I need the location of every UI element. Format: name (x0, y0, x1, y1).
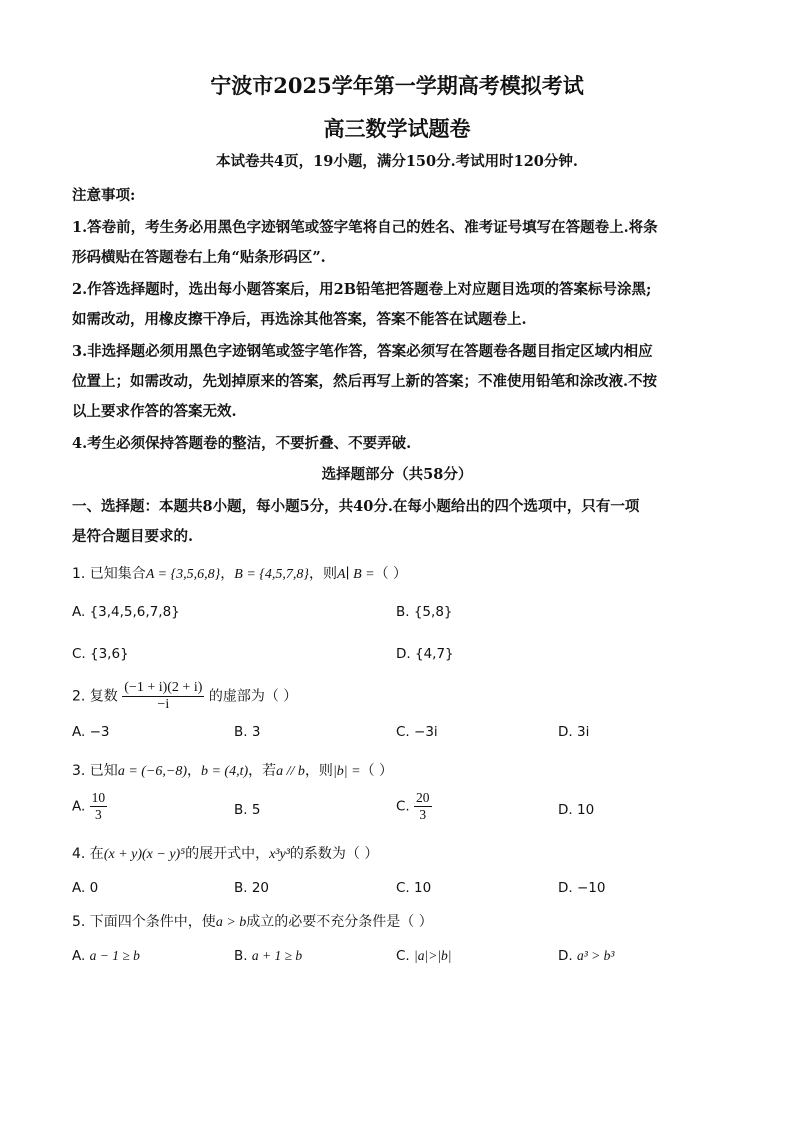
q2-option-d: D. 3i (558, 724, 590, 740)
q4-option-d: D. −10 (558, 880, 606, 896)
q5-option-b-label: B. (234, 948, 248, 964)
q2-suffix: 的虚部为（ ） (208, 688, 298, 705)
q2-option-b: B. 3 (234, 724, 261, 740)
q3-option-a-fraction (90, 790, 108, 823)
q3-option-a (72, 790, 107, 823)
q3-option-c (396, 790, 432, 823)
note-1-line-1: 1.答卷前，考生务必用黑色字迹钢笔或签字笔将自己的姓名、准考证号填写在答题卷上.将条 (72, 219, 658, 236)
q4-suffix: 的系数为（ ） (289, 846, 379, 862)
q2-prefix: 2. 复数 (72, 688, 118, 705)
q4-prefix: 4. 在 (72, 846, 104, 862)
q3-answer-paren: （ ） (360, 763, 394, 779)
q3-sep-2: ，若 (248, 763, 277, 779)
q1-answer-paren: （ ） (374, 566, 408, 582)
q5-option-a-expression: a − 1 ≥ b (89, 948, 140, 963)
q3-option-c-fraction (414, 790, 432, 823)
q3-option-d: D. 10 (558, 802, 595, 818)
note-3-line-2: 位置上；如需改动，先划掉原来的答案，然后再写上新的答案；不准使用铅笔和涂改液.不按 (72, 373, 658, 390)
q3-option-a-label: A. (72, 798, 86, 815)
q4-option-b: B. 20 (234, 880, 270, 896)
q4-term: x³y³ (269, 847, 290, 862)
q3-option-c-label: C. (396, 798, 410, 815)
q5-condition: a > b (215, 915, 247, 930)
q3-option-b: B. 5 (234, 802, 261, 818)
part1-instruction-line-2: 是符合题目要求的. (72, 528, 194, 545)
q5-prefix: 5. 下面四个条件中，使 (72, 914, 216, 930)
q2-option-c: C. −3i (396, 724, 438, 740)
exam-intro: 本试卷共4页，19小题，满分150分.考试用时120分钟. (216, 153, 578, 170)
q3-parallel: a // b (276, 764, 305, 779)
q3-option-c-numerator: 20 (416, 790, 430, 805)
part1-instruction-line-1: 一、选择题：本题共8小题，每小题5分，共40分.在每小题给出的四个选项中，只有一项 (72, 498, 640, 515)
q5-option-d-label: D. (558, 948, 573, 964)
note-3-line-3: 以上要求作答的答案无效. (72, 403, 237, 420)
q1-comma: ， (220, 566, 235, 582)
q4-option-c: C. 10 (396, 880, 432, 896)
q5-option-b (234, 948, 302, 964)
q5-option-c-label: C. (396, 948, 410, 964)
q2-option-a: A. −3 (72, 724, 110, 740)
q1-option-d: D. {4,7} (396, 646, 454, 662)
section-heading: 选择题部分（共58分） (321, 466, 473, 483)
notes-heading: 注意事项: (72, 187, 136, 204)
q3-option-a-numerator: 10 (91, 790, 106, 805)
note-2-line-1: 2.作答选择题时，选出每小题答案后，用2B铅笔把答题卷上对应题目选项的答案标号涂黑; (72, 281, 652, 298)
note-3-line-1: 3.非选择题必须用黑色字迹钢笔或签字笔作答，答案必须写在答题卷各题目指定区域内相应 (72, 343, 653, 360)
question-4-stem (72, 843, 378, 863)
q1-set-a: A = {3,5,6,8} (145, 567, 221, 582)
q5-option-c-expression: |a|>|b| (414, 948, 452, 963)
question-1-stem (72, 563, 407, 583)
q5-suffix: 成立的必要不充分条件是（ ） (246, 914, 433, 930)
q1-expression: A∣ B = (336, 567, 375, 582)
q1-set-b: B = {4,5,7,8} (234, 567, 309, 582)
q1-prefix: 1. 已知集合 (72, 566, 146, 582)
q1-option-b: B. {5,8} (396, 604, 453, 620)
question-3-stem (72, 760, 393, 780)
exam-title: 宁波市2025学年第一学期高考模拟考试 (210, 73, 584, 98)
q4-mid: 的展开式中， (185, 846, 270, 862)
q3-option-c-denominator: 3 (419, 807, 427, 822)
question-2-stem (72, 680, 297, 713)
q4-expression: (x + y)(x − y)⁵ (103, 847, 186, 862)
q3-vector-a: a = (−6,−8) (117, 764, 187, 779)
q5-option-a (72, 948, 140, 964)
q1-then: ，则 (308, 566, 337, 582)
q5-option-a-label: A. (72, 948, 86, 964)
note-2-line-2: 如需改动，用橡皮擦干净后，再选涂其他答案，答案不能答在试题卷上. (72, 311, 527, 328)
q5-option-d (558, 948, 614, 964)
note-4: 4.考生必须保持答题卷的整洁，不要折叠、不要弄破. (72, 435, 412, 452)
q1-option-a: A. {3,4,5,6,7,8} (72, 604, 180, 620)
q5-option-d-expression: a³ > b³ (576, 948, 615, 963)
q2-denominator: −i (157, 697, 170, 712)
q3-option-a-denominator: 3 (94, 807, 102, 822)
exam-subtitle: 高三数学试题卷 (323, 116, 471, 141)
q3-sep-3: ，则 (304, 763, 333, 779)
q4-option-a: A. 0 (72, 880, 99, 896)
q3-vector-b: b = (4,t) (200, 764, 249, 779)
q3-abs-b: |b| = (332, 764, 361, 779)
q2-numerator: (−1 + i)(2 + i) (124, 680, 203, 695)
q5-option-c (396, 948, 451, 964)
q3-prefix: 3. 已知 (72, 763, 118, 779)
note-1-line-2: 形码横贴在答题卷右上角“贴条形码区”. (72, 249, 326, 266)
q5-option-b-expression: a + 1 ≥ b (251, 948, 303, 963)
q1-option-c: C. {3,6} (72, 646, 129, 662)
q2-fraction (122, 680, 204, 713)
q3-sep-1: ， (186, 763, 201, 779)
question-5-stem (72, 911, 433, 931)
